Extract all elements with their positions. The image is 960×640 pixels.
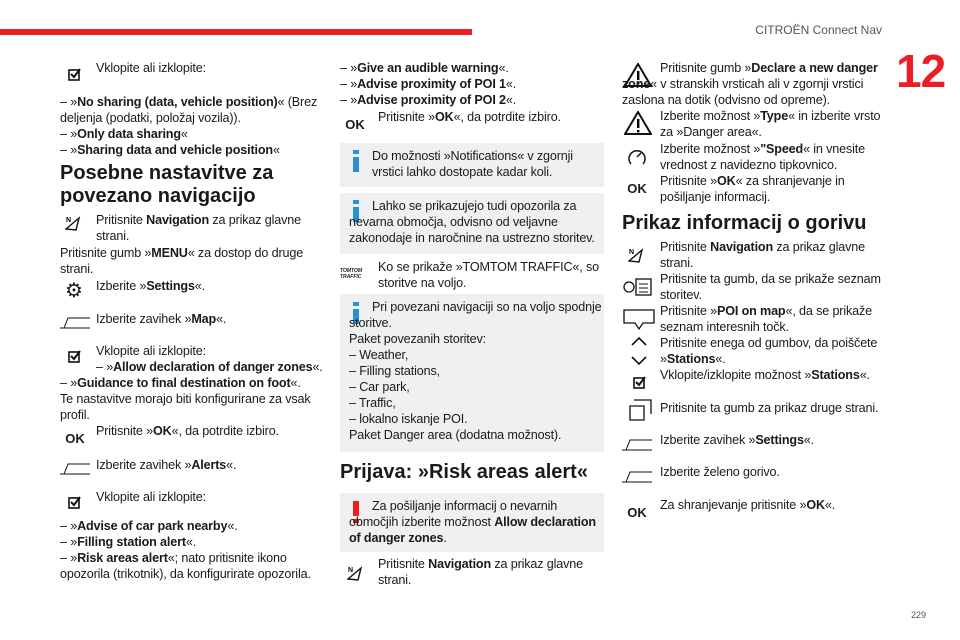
text-segment: . bbox=[443, 531, 447, 545]
text-segment: «. bbox=[227, 519, 238, 533]
info-icon bbox=[350, 148, 362, 174]
option-text bbox=[60, 375, 301, 391]
text-segment: Pri povezani navigaciji so na voljo spodnje storitve. bbox=[349, 300, 602, 330]
poi-on-map-icon bbox=[622, 308, 656, 332]
text bbox=[96, 489, 206, 505]
text-segment: – » bbox=[60, 519, 78, 533]
text-segment: – » bbox=[340, 61, 358, 75]
text-segment: «, da potrdite izbiro. bbox=[453, 110, 561, 124]
bold-text: Alerts bbox=[191, 458, 227, 472]
text-segment: Pritisnite bbox=[660, 240, 711, 254]
text-segment: Izberite želeno gorivo. bbox=[660, 465, 780, 479]
text-segment: – » bbox=[60, 535, 78, 549]
text-segment: «. bbox=[715, 352, 726, 366]
text-segment: – Traffic, bbox=[349, 396, 396, 410]
text-segment: « za dostop do druge strani. bbox=[60, 246, 304, 276]
svg-text:N: N bbox=[629, 249, 635, 256]
bold-text: Only data sharing bbox=[77, 127, 181, 141]
text-segment: Pritisnite » bbox=[660, 174, 717, 188]
text-segment: «. bbox=[290, 376, 301, 390]
text-segment: Lahko se prikazujejo tudi opozorila za nevarna območja, odvisno od veljavne zakonodaje in naročnine na ustrezno storitev. bbox=[349, 199, 595, 245]
option-text bbox=[60, 534, 196, 550]
option-text bbox=[340, 60, 509, 76]
tomtom-traffic-logo: TOMTOM TRAFFIC bbox=[340, 268, 363, 280]
gear-icon: ⚙ bbox=[65, 279, 83, 302]
text-segment: Izberite » bbox=[96, 279, 147, 293]
text-segment: Do možnosti »Notifications« v zgornji vrstici lahko dostopate kadar koli. bbox=[372, 149, 573, 179]
text-segment: Za pošiljanje informacij o nevarnih območjih izberite možnost bbox=[349, 499, 558, 529]
ok-icon: OK bbox=[65, 430, 85, 446]
text bbox=[660, 141, 892, 173]
text-segment: Pritisnite enega od gumbov, da poiščete » bbox=[660, 336, 878, 366]
tab-icon bbox=[622, 438, 654, 452]
text bbox=[96, 60, 206, 76]
text bbox=[660, 432, 814, 448]
page-number: 229 bbox=[910, 610, 926, 620]
text-segment: – » bbox=[60, 551, 78, 565]
tab-icon bbox=[60, 462, 92, 476]
text bbox=[660, 239, 892, 271]
info-text bbox=[372, 148, 600, 180]
text-segment: Pritisnite gumb » bbox=[60, 246, 152, 260]
text bbox=[96, 423, 279, 439]
section-heading: Prijava: »Risk areas alert« bbox=[340, 461, 588, 483]
text bbox=[660, 464, 780, 480]
bold-text: Allow declaration of danger zones bbox=[113, 360, 313, 374]
text bbox=[60, 245, 322, 277]
text-segment: – » bbox=[60, 376, 78, 390]
info-text bbox=[349, 299, 602, 331]
text-segment: Ko se prikaže »TOMTOM TRAFFIC«, so storitve na voljo. bbox=[378, 260, 599, 290]
section-heading: Prikaz informacij o gorivu bbox=[622, 212, 867, 234]
bold-text: Advise proximity of POI 2 bbox=[357, 93, 506, 107]
text-segment: Pritisnite gumb » bbox=[660, 61, 752, 75]
text bbox=[378, 259, 604, 291]
text-segment: «. bbox=[859, 368, 870, 382]
text-segment: Izberite zavihek » bbox=[96, 312, 192, 326]
text-segment: Pritisnite bbox=[96, 213, 147, 227]
bold-text: Stations bbox=[666, 352, 716, 366]
text bbox=[660, 335, 892, 367]
text bbox=[60, 391, 322, 423]
text-segment: Te nastavitve morajo biti konfigurirane za vsak profil. bbox=[60, 392, 311, 422]
bold-text: No sharing (data, vehicle position) bbox=[77, 95, 278, 109]
text-segment: «. bbox=[824, 498, 836, 512]
bold-text: Filling station alert bbox=[77, 535, 186, 549]
navigation-icon bbox=[64, 214, 82, 232]
text-segment: za prikaz glavne strani. bbox=[660, 240, 865, 270]
service-item bbox=[349, 395, 396, 411]
text bbox=[660, 271, 892, 303]
text bbox=[96, 278, 205, 294]
services-list-icon bbox=[622, 276, 654, 298]
option-text bbox=[60, 94, 322, 126]
navigation-icon bbox=[346, 564, 364, 582]
text-segment: – lokalno iskanje POI. bbox=[349, 412, 468, 426]
bold-text: OK bbox=[435, 110, 454, 124]
bold-text: Give an audible warning bbox=[357, 61, 499, 75]
text-segment: «. bbox=[312, 360, 323, 374]
text-segment: «. bbox=[498, 61, 509, 75]
bold-text: Navigation bbox=[146, 213, 210, 227]
service-item bbox=[349, 411, 468, 427]
bold-text: MENU bbox=[151, 246, 188, 260]
info-text bbox=[349, 331, 486, 347]
chevron-up-icon bbox=[630, 335, 648, 347]
info-text bbox=[349, 427, 561, 443]
text-segment: « in izberite vrsto za »Danger area«. bbox=[660, 109, 881, 139]
bold-text: Settings bbox=[755, 433, 804, 447]
text-segment: Vklopite ali izklopite: bbox=[96, 344, 206, 358]
text-segment: « za shranjevanje in pošiljanje informacij. bbox=[660, 174, 845, 204]
text-segment: Pritisnite » bbox=[660, 304, 717, 318]
text-segment: Pritisnite ta gumb, da se prikaže seznam storitev. bbox=[660, 272, 881, 302]
chapter-number: 12 bbox=[896, 45, 946, 97]
text-segment: Izberite zavihek » bbox=[660, 433, 756, 447]
text-segment: Vklopite/izklopite možnost » bbox=[660, 368, 812, 382]
bold-text: Stations bbox=[811, 368, 860, 382]
text bbox=[96, 311, 226, 327]
text bbox=[660, 367, 870, 383]
service-item bbox=[349, 379, 410, 395]
bold-text: Allow declaration of danger zones bbox=[349, 515, 596, 545]
text-segment: Pritisnite » bbox=[378, 110, 435, 124]
option-text bbox=[60, 550, 322, 582]
text-segment: «. bbox=[216, 312, 227, 326]
checkbox-icon bbox=[631, 374, 647, 390]
text bbox=[660, 108, 892, 140]
option-text bbox=[60, 518, 238, 534]
red-header-bar bbox=[0, 29, 472, 35]
bold-text: "Speed bbox=[760, 142, 804, 156]
text-segment: «, da se prikaže seznam interesnih točk. bbox=[660, 304, 872, 334]
text-segment: Pritisnite » bbox=[96, 424, 153, 438]
text bbox=[660, 497, 835, 513]
text bbox=[660, 303, 892, 335]
bold-text: Navigation bbox=[428, 557, 492, 571]
svg-text:N: N bbox=[66, 217, 72, 224]
text-segment: za prikaz glavne strani. bbox=[96, 213, 301, 243]
bold-text: Map bbox=[191, 312, 217, 326]
text-segment: – » bbox=[340, 77, 358, 91]
header-title: CITROËN Connect Nav bbox=[755, 23, 882, 37]
text-segment: – » bbox=[96, 360, 114, 374]
text-segment: – » bbox=[60, 127, 78, 141]
bold-text: Sharing data and vehicle position bbox=[77, 143, 273, 157]
bold-text: Advise proximity of POI 1 bbox=[357, 77, 506, 91]
bold-text: OK bbox=[717, 174, 736, 188]
option-text bbox=[340, 76, 516, 92]
ok-icon: OK bbox=[627, 180, 647, 196]
option-text bbox=[60, 126, 188, 142]
text-segment: « (Brez deljenja (podatki, položaj vozila)). bbox=[60, 95, 318, 125]
text-segment: « in vnesite vrednost z navidezno tipkovnico. bbox=[660, 142, 865, 172]
text-segment: Za shranjevanje pritisnite » bbox=[660, 498, 807, 512]
text-segment: «. bbox=[226, 458, 237, 472]
text bbox=[378, 109, 561, 125]
text-segment: – » bbox=[340, 93, 358, 107]
info-text bbox=[349, 198, 602, 246]
option-text bbox=[340, 92, 516, 108]
text-segment: Paket povezanih storitev: bbox=[349, 332, 486, 346]
speedometer-icon bbox=[626, 146, 648, 166]
text bbox=[96, 457, 236, 473]
warning-triangle-icon bbox=[623, 110, 653, 136]
text-segment: za prikaz glavne strani. bbox=[378, 557, 583, 587]
bold-text: POI on map bbox=[717, 304, 786, 318]
svg-text:N: N bbox=[348, 567, 354, 574]
chevron-down-icon bbox=[630, 355, 648, 367]
bold-text: Advise of car park nearby bbox=[77, 519, 228, 533]
text bbox=[660, 400, 878, 416]
text-segment: «; nato pritisnite ikono opozorila (trikotnik), da konfigurirate opozorila. bbox=[60, 551, 311, 581]
bold-text: Guidance to final destination on foot bbox=[77, 376, 291, 390]
bold-text: Navigation bbox=[710, 240, 774, 254]
text bbox=[96, 343, 206, 359]
text-segment: «. bbox=[803, 433, 814, 447]
tab-icon bbox=[60, 316, 92, 330]
bold-text: Declare a new danger zone bbox=[622, 61, 878, 91]
option-text bbox=[96, 359, 323, 375]
text-segment: – » bbox=[60, 143, 78, 157]
service-item bbox=[349, 347, 408, 363]
text-segment: «, da potrdite izbiro. bbox=[171, 424, 279, 438]
warning-text bbox=[349, 498, 602, 546]
text bbox=[622, 60, 892, 108]
checkbox-icon bbox=[66, 66, 82, 82]
bold-text: Type bbox=[760, 109, 789, 123]
ok-icon: OK bbox=[345, 116, 365, 132]
text-segment: – » bbox=[60, 95, 78, 109]
option-text bbox=[60, 142, 280, 158]
text-segment: « v stranskih vrsticah ali v zgornji vrstici zaslona na dotik (odvisno od opreme). bbox=[622, 77, 864, 107]
bold-text: OK bbox=[806, 498, 825, 512]
checkbox-icon bbox=[66, 348, 82, 364]
bold-text: Risk areas alert bbox=[77, 551, 168, 565]
text bbox=[378, 556, 604, 588]
navigation-icon bbox=[627, 246, 645, 264]
text-segment: Vklopite ali izklopite: bbox=[96, 490, 206, 504]
tab-icon bbox=[622, 470, 654, 484]
text-segment: « bbox=[272, 143, 280, 157]
bold-text: OK bbox=[153, 424, 172, 438]
text-segment: « bbox=[180, 127, 188, 141]
text-segment: Izberite zavihek » bbox=[96, 458, 192, 472]
text-segment: «. bbox=[505, 77, 517, 91]
ok-icon: OK bbox=[627, 504, 647, 520]
text-segment: – Filling stations, bbox=[349, 364, 440, 378]
text-segment: Pritisnite bbox=[378, 557, 429, 571]
text-segment: Izberite možnost » bbox=[660, 109, 761, 123]
service-item bbox=[349, 363, 440, 379]
text-segment: Vklopite ali izklopite: bbox=[96, 61, 206, 75]
text bbox=[660, 173, 892, 205]
text-segment: Paket Danger area (dodatna možnost). bbox=[349, 428, 562, 442]
text-segment: – Weather, bbox=[349, 348, 409, 362]
text bbox=[96, 212, 316, 244]
checkbox-icon bbox=[66, 494, 82, 510]
text-segment: «. bbox=[194, 279, 205, 293]
text-segment: – Car park, bbox=[349, 380, 410, 394]
text-segment: Izberite možnost » bbox=[660, 142, 761, 156]
section-heading: Posebne nastavitve za povezano navigacijo bbox=[60, 162, 274, 207]
text-segment: «. bbox=[185, 535, 197, 549]
next-page-icon bbox=[624, 398, 654, 422]
bold-text: Settings bbox=[146, 279, 195, 293]
text-segment: Pritisnite ta gumb za prikaz druge strani. bbox=[660, 401, 879, 415]
text-segment: «. bbox=[505, 93, 517, 107]
